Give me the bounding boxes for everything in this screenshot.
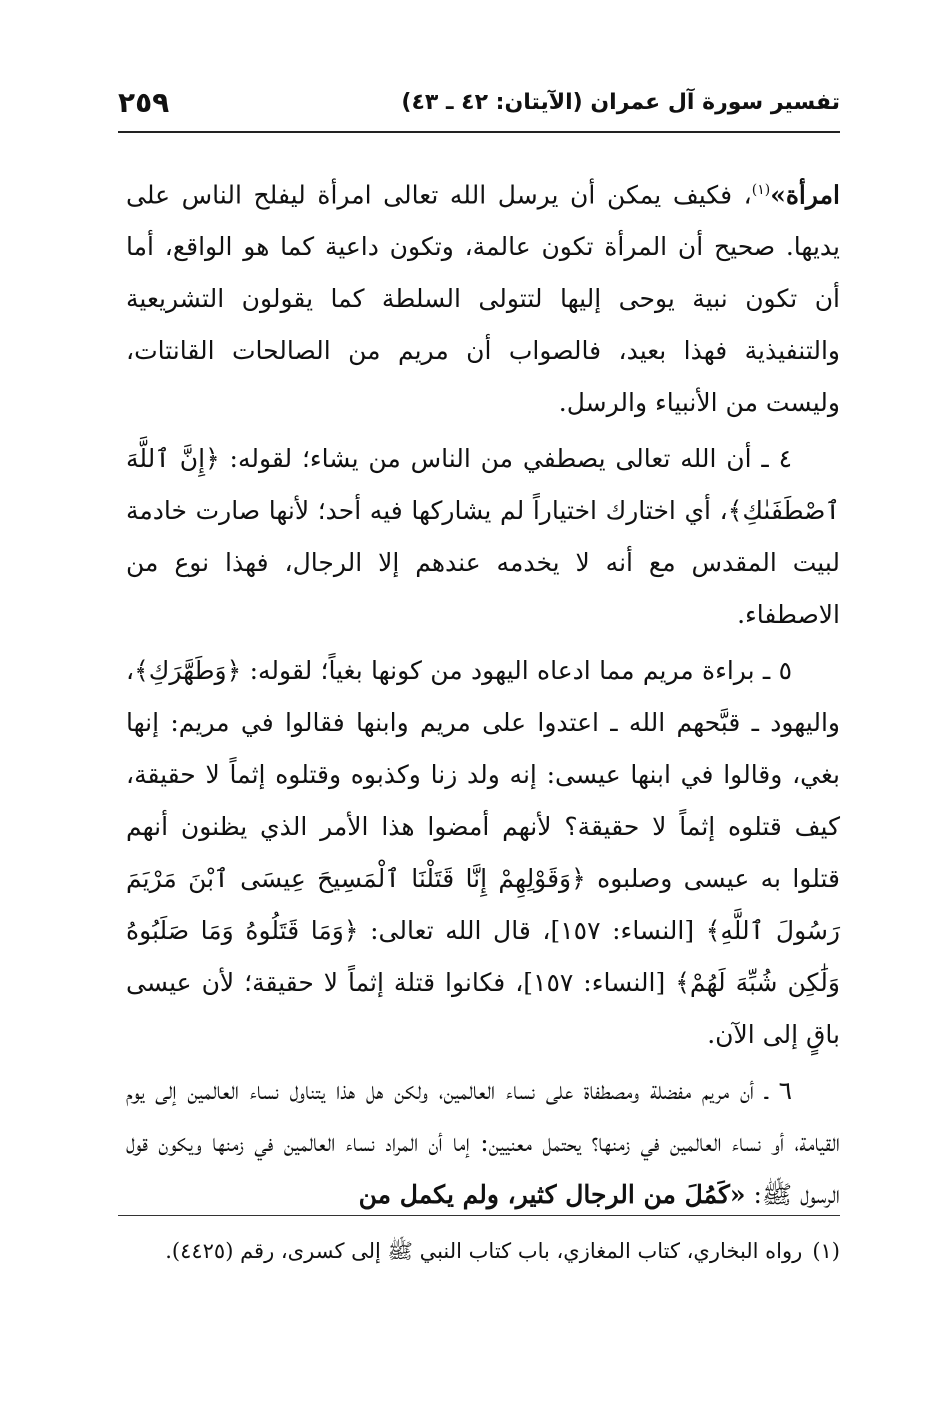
header-title: تفسير سورة آل عمران (الآيتان: ٤٢ ـ ٤٣) — [401, 90, 840, 115]
footnote-divider — [118, 1215, 840, 1216]
footnote-1 — [126, 1228, 840, 1274]
footnote-marker: (١) — [812, 1239, 840, 1263]
page-number: ٢٥٩ — [118, 86, 170, 119]
paragraph-2: ٤ ـ أن الله تعالى يصطفي من الناس من يشاء؛ لقوله: ﴿إِنَّ ٱللَّهَ ٱصْطَفَىٰكِ﴾، أي اختارك اختياراً لم يشاركها فيه أحد؛ لأنها صارت خادمة لبيت المقدس مع أنه لا يخدمه عندهم إلا الرجال، فهذا نوع من الاصطفاء. — [126, 444, 840, 630]
paragraph-4-text: ٦ ـ أن مريم مفضلة ومصطفاة على نساء العالمين، ولكن هل هذا يتناول نساء العالمين إلى يوم القيامة، أو نساء العالمين في زمنها؟ يحتمل معنيين: إما أن المراد نساء العالمين في زمنها ويكون قول الرسول ﷺ: — [126, 1076, 840, 1210]
header-divider — [118, 131, 840, 133]
paragraph-1 — [126, 164, 840, 429]
running-header — [118, 82, 840, 132]
footnotes — [126, 1228, 840, 1274]
footnote-reference[interactable]: (١) — [751, 182, 771, 198]
paragraph-3: ٥ ـ براءة مريم مما ادعاه اليهود من كونها بغياً؛ لقوله: ﴿وَطَهَّرَكِ﴾، واليهود ـ قبَّحهم الله ـ اعتدوا على مريم وابنها فقالوا في مريم: إنها بغي، وقالوا في ابنها عيسى: إنه ولد زنا وكذبوه وقتلوه إثماً لا حقيقة، كيف قتلوه إثماً لا حقيقة؟ لأنهم أمضوا هذا الأمر الذي يظنون أنهم قتلوا به عيسى وصلبوه ﴿وَقَوْلِهِمْ إِنَّا قَتَلْنَا ٱلْمَسِيحَ عِيسَى ٱبْنَ مَرْيَمَ رَسُولَ ٱللَّهِ﴾ [النساء: ١٥٧]، قال الله تعالى: ﴿وَمَا قَتَلُوهُ وَمَا صَلَبُوهُ وَلَٰكِن شُبِّهَ لَهُمْ﴾ [النساء: ١٥٧]، فكانوا قتلة إثماً لا حقيقة؛ لأن عيسى باقٍ إلى الآن. — [126, 656, 841, 1050]
footnote-text: رواه البخاري، كتاب المغازي، باب كتاب النبي ﷺ إلى كسرى، رقم (٤٤٢٥). — [165, 1239, 803, 1263]
main-text — [126, 164, 840, 1225]
paragraph-1-text: ، فكيف يمكن أن يرسل الله تعالى امرأة ليفلح الناس على يديها. صحيح أن المرأة تكون عالمة، وتكون داعية كما هو الواقع، أما أن تكون نبية يوحى إليها لتتولى السلطة كما يقولون التشريعية والتنفيذية فهذا بعيد، فالصواب أن مريم من الصالحات القانتات، وليست من الأنبياء والرسل. — [126, 180, 840, 418]
hadith-quote: «كَمُلَ من الرجال كثير، ولم يكمل من — [358, 1180, 746, 1210]
paragraph-1-lead: امرأة» — [770, 180, 840, 210]
paragraph-4 — [126, 1065, 840, 1221]
